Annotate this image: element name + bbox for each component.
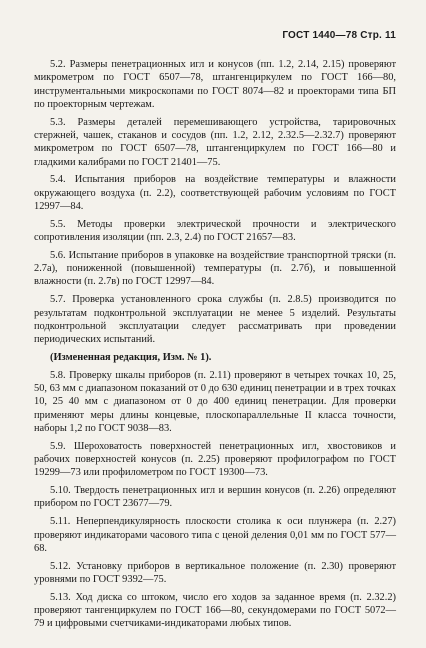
- paragraph-5-11: 5.11. Неперпендикулярность плоскости столика к оси плунжера (п. 2.27) проверяют индикаторами часового типа с ценой деления 0,01 мм по ГОСТ 577—68.: [34, 516, 396, 554]
- paragraph-5-6: 5.6. Испытание приборов в упаковке на воздействие транспортной тряски (п. 2.7а), пониженной (повышенной) температуры (п. 2.7б), и повышенной влажности (п. 2.7в) по ГОСТ 12997—84.: [34, 249, 396, 288]
- paragraph-5-8: 5.8. Проверку шкалы приборов (п. 2.11) проверяют в четырех точках 10, 25, 50, 63 мм с диапазоном показаний от 0 до 630 единиц пенетрации и в трех точках 10, 25 40 мм с диапазоном от 0 до 400 единиц пенетрации. Для проверки применяют меры длины концевые, плоскопараллельные II класса точности, наборы 1,2 по ГОСТ 9038—83.: [34, 369, 396, 434]
- paragraph-5-9: 5.9. Шероховатость поверхностей пенетрационных игл, хвостовиков и рабочих поверхностей конусов (п. 2.25) проверяют профилографом по ГОСТ 19299—73 или профилометром по ГОСТ 19300—73.: [34, 440, 396, 479]
- paragraph-5-7: 5.7. Проверка установленного срока службы (п. 2.8.5) производится по результатам подконтрольной эксплуатации не менее 5 изделий. Результаты подконтрольной эксплуатации следует рассматривать при проведении периодических испытаний.: [34, 294, 396, 346]
- page-header: ГОСТ 1440—78 Стр. 11: [282, 30, 396, 41]
- paragraph-5-3: 5.3. Размеры деталей перемешивающего устройства, тарировочных стержней, чашек, стаканов и сосудов (пп. 1.2, 2.12, 2.32.5—2.32.7) проверяют микрометром по ГОСТ 6507—78, штангенциркулем по ГОСТ 166—80 и гладкими калибрами по ГОСТ 21401—75.: [34, 116, 396, 168]
- amendment-note: (Измененная редакция, Изм. № 1).: [50, 351, 212, 363]
- paragraph-5-13: 5.13. Ход диска со штоком, число его ходов за заданное время (п. 2.32.2) проверяют тангенциркулем по ГОСТ 166—80, секундомерами по ГОСТ 5072—79 и цифровыми счетчиками-индикаторами любых типов.: [34, 591, 396, 630]
- paragraph-5-10: 5.10. Твердость пенетрационных игл и вершин конусов (п. 2.26) определяют прибором по ГОСТ 23677—79.: [34, 485, 396, 510]
- paragraph-5-4: 5.4. Испытания приборов на воздействие температуры и влажности окружающего воздуха (п. 2.2), соответствующей рабочим условиям по ГОСТ 12997—84.: [34, 174, 396, 212]
- paragraph-5-12: 5.12. Установку приборов в вертикальное положение (п. 2.30) проверяют уровнями по ГОСТ 9392—75.: [34, 560, 396, 585]
- paragraph-5-2: 5.2. Размеры пенетрационных игл и конусов (пп. 1.2, 2.14, 2.15) проверяют микрометром по ГОСТ 6507—78, штангенциркулем по ГОСТ 166—80, инструментальными микроскопами по ГОСТ 8074—82 и проекторами типа БП по проекторным чертежам.: [34, 59, 396, 110]
- document-body: [34, 58, 396, 635]
- paragraph-5-5: 5.5. Методы проверки электрической прочности и электрического сопротивления изоляции (пп. 2.3, 2.4) по ГОСТ 21657—83.: [34, 218, 396, 244]
